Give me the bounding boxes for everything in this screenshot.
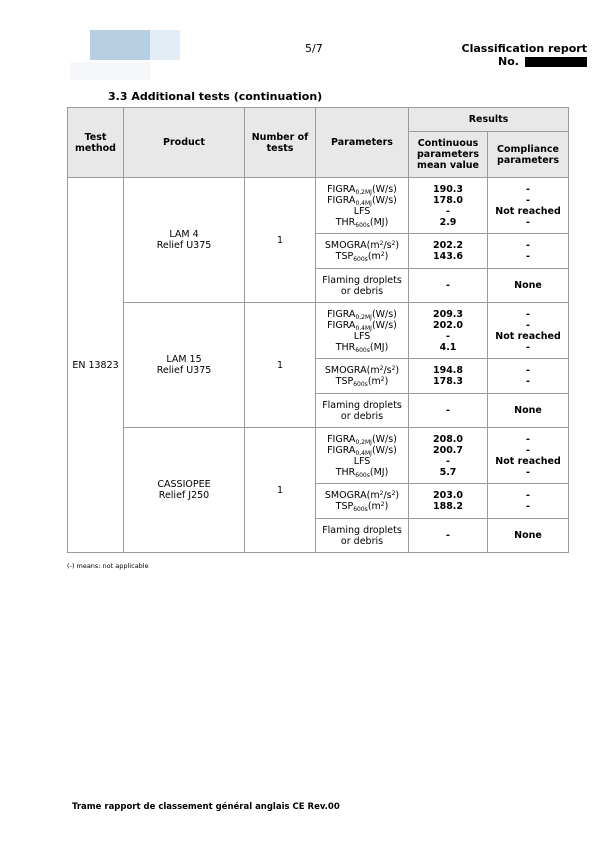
- report-title: Classification report: [461, 42, 587, 55]
- param-flaming-label: Flaming droplets or debris: [322, 524, 402, 547]
- compliance-figra02: -: [526, 183, 530, 195]
- value-flaming: -: [446, 530, 450, 541]
- continuous-value-cell: [409, 484, 488, 519]
- param-thr-unit: (MJ): [369, 466, 389, 478]
- value-smogra: 194.8: [432, 365, 464, 376]
- param-smogra-superscript: 2: [391, 490, 396, 497]
- value-smogra: 202.2: [432, 240, 464, 251]
- product-cell: [124, 303, 245, 428]
- param-figra-subscript: 0,4MJ: [355, 449, 372, 457]
- number-of-tests-value: 1: [276, 359, 284, 371]
- header-parameters: Parameters: [316, 108, 409, 178]
- param-smogra-superscript: 2: [391, 365, 396, 372]
- param-tsp-superscript: 2: [380, 251, 385, 258]
- param-smogra-superscript: 2: [379, 240, 384, 247]
- compliance-value-cell: [488, 394, 569, 428]
- value-figra04: 178.0: [432, 194, 464, 206]
- param-figra-label: FIGRA: [327, 433, 356, 445]
- compliance-value-cell: [488, 303, 569, 359]
- param-tsp-unit: (m: [367, 251, 381, 262]
- param-tsp-label: TSP: [335, 501, 354, 512]
- number-of-tests-value: 1: [276, 234, 284, 246]
- report-number-label: No.: [498, 55, 519, 68]
- param-figra-unit: (W/s): [371, 194, 397, 206]
- parameters-cell: [316, 394, 409, 428]
- param-figra-label: FIGRA: [327, 319, 356, 331]
- parameters-cell: [316, 359, 409, 394]
- param-figra-unit: (W/s): [371, 444, 397, 456]
- table-row: [68, 178, 569, 234]
- compliance-tsp: -: [526, 251, 530, 262]
- param-smogra-unit: ): [395, 240, 400, 251]
- value-figra02: 209.3: [432, 308, 464, 320]
- value-lfs: -: [446, 330, 450, 342]
- param-thr-label: THR: [335, 341, 356, 353]
- param-figra-label: FIGRA: [327, 183, 356, 195]
- test-method-cell: [68, 178, 124, 553]
- value-figra04: 202.0: [432, 319, 464, 331]
- compliance-smogra: -: [526, 365, 530, 376]
- param-tsp-unit: ): [384, 501, 389, 512]
- compliance-lfs: Not reached: [495, 455, 561, 467]
- value-thr: 2.9: [439, 216, 457, 228]
- continuous-value-cell: [409, 394, 488, 428]
- value-flaming: -: [446, 280, 450, 291]
- value-thr: 5.7: [439, 466, 457, 478]
- compliance-value-cell: [488, 519, 569, 553]
- header-number-of-tests: Number of tests: [245, 108, 316, 178]
- compliance-value-cell: [488, 234, 569, 269]
- param-flaming-label: Flaming droplets or debris: [322, 399, 402, 422]
- param-smogra-unit: /s: [383, 240, 392, 251]
- value-lfs: -: [446, 455, 450, 467]
- param-tsp-label: TSP: [335, 251, 354, 262]
- param-smogra-label: SMOGRA: [324, 365, 367, 376]
- header-continuous: Continuous parameters mean value: [409, 132, 488, 178]
- compliance-thr: -: [526, 341, 530, 353]
- param-tsp-unit: ): [384, 251, 389, 262]
- param-figra-subscript: 0,2MJ: [355, 438, 372, 446]
- page-footer: Trame rapport de classement général anglais CE Rev.00: [72, 802, 340, 812]
- param-figra-subscript: 0,2MJ: [355, 313, 372, 321]
- param-smogra-unit: /s: [383, 490, 392, 501]
- compliance-tsp: -: [526, 501, 530, 512]
- number-of-tests-cell: [245, 178, 316, 303]
- continuous-value-cell: [409, 234, 488, 269]
- param-figra-unit: (W/s): [371, 433, 397, 445]
- continuous-value-cell: [409, 178, 488, 234]
- value-figra04: 200.7: [432, 444, 464, 456]
- param-thr-label: THR: [335, 216, 356, 228]
- product-variant: Relief U375: [156, 365, 212, 376]
- param-figra-label: FIGRA: [327, 444, 356, 456]
- continuous-value-cell: [409, 519, 488, 553]
- table-row: [68, 303, 569, 359]
- continuous-value-cell: [409, 428, 488, 484]
- footnote: (-) means: not applicable: [67, 562, 149, 570]
- value-figra02: 208.0: [432, 433, 464, 445]
- header-test-method: Test method: [68, 108, 124, 178]
- compliance-thr: -: [526, 466, 530, 478]
- compliance-smogra: -: [526, 490, 530, 501]
- compliance-thr: -: [526, 216, 530, 228]
- compliance-flaming: None: [514, 405, 542, 416]
- table-row: [68, 428, 569, 484]
- compliance-value-cell: [488, 359, 569, 394]
- company-logo: [90, 30, 150, 60]
- compliance-figra04: -: [526, 444, 530, 456]
- product-name: CASSIOPEE: [157, 479, 211, 490]
- parameters-cell: [316, 234, 409, 269]
- param-tsp-unit: (m: [367, 501, 381, 512]
- compliance-figra04: -: [526, 194, 530, 206]
- param-smogra-label: SMOGRA: [324, 240, 367, 251]
- parameters-cell: [316, 428, 409, 484]
- number-of-tests-cell: [245, 428, 316, 553]
- value-flaming: -: [446, 405, 450, 416]
- parameters-cell: [316, 303, 409, 359]
- param-figra-subscript: 0,4MJ: [355, 324, 372, 332]
- header-compliance: Compliance parameters: [488, 132, 569, 178]
- compliance-value-cell: [488, 269, 569, 303]
- value-tsp: 143.6: [432, 251, 464, 262]
- continuous-value-cell: [409, 269, 488, 303]
- param-figra-unit: (W/s): [371, 308, 397, 320]
- param-smogra-superscript: 2: [379, 365, 384, 372]
- redaction-block: [525, 57, 587, 67]
- param-tsp-subscript: 600s: [353, 506, 368, 513]
- parameters-cell: [316, 269, 409, 303]
- param-smogra-unit: ): [395, 365, 400, 376]
- param-thr-subscript: 600s: [355, 471, 370, 479]
- param-flaming-label: Flaming droplets or debris: [322, 274, 402, 297]
- results-table: [67, 107, 569, 553]
- compliance-value-cell: [488, 178, 569, 234]
- value-tsp: 188.2: [432, 501, 464, 512]
- param-smogra-unit: ): [395, 490, 400, 501]
- parameters-cell: [316, 178, 409, 234]
- value-tsp: 178.3: [432, 376, 464, 387]
- param-figra-label: FIGRA: [327, 308, 356, 320]
- value-smogra: 203.0: [432, 490, 464, 501]
- param-tsp-label: TSP: [335, 376, 354, 387]
- param-lfs-label: LFS: [353, 455, 371, 467]
- company-logo-shadow: [70, 62, 150, 80]
- page-number: 5/7: [305, 42, 323, 55]
- param-thr-unit: (MJ): [369, 216, 389, 228]
- compliance-figra02: -: [526, 433, 530, 445]
- compliance-value-cell: [488, 428, 569, 484]
- param-figra-unit: (W/s): [371, 183, 397, 195]
- param-figra-unit: (W/s): [371, 319, 397, 331]
- product-cell: [124, 178, 245, 303]
- test-method-value: EN 13823: [72, 359, 119, 371]
- value-lfs: -: [446, 205, 450, 217]
- continuous-value-cell: [409, 303, 488, 359]
- param-smogra-unit: /s: [383, 365, 392, 376]
- param-figra-subscript: 0,4MJ: [355, 199, 372, 207]
- param-figra-subscript: 0,2MJ: [355, 188, 372, 196]
- param-tsp-unit: ): [384, 376, 389, 387]
- param-thr-subscript: 600s: [355, 346, 370, 354]
- param-figra-label: FIGRA: [327, 194, 356, 206]
- param-tsp-subscript: 600s: [353, 381, 368, 388]
- parameters-cell: [316, 519, 409, 553]
- company-logo-accent: [150, 30, 180, 60]
- param-smogra-superscript: 2: [391, 240, 396, 247]
- value-figra02: 190.3: [432, 183, 464, 195]
- param-smogra-unit: (m: [366, 365, 380, 376]
- value-thr: 4.1: [439, 341, 457, 353]
- compliance-figra04: -: [526, 319, 530, 331]
- report-number: [498, 55, 587, 68]
- param-tsp-unit: (m: [367, 376, 381, 387]
- compliance-figra02: -: [526, 308, 530, 320]
- product-name: LAM 15: [166, 354, 202, 365]
- continuous-value-cell: [409, 359, 488, 394]
- param-tsp-subscript: 600s: [353, 256, 368, 263]
- section-title: 3.3 Additional tests (continuation): [108, 90, 323, 103]
- product-cell: [124, 428, 245, 553]
- compliance-smogra: -: [526, 240, 530, 251]
- compliance-lfs: Not reached: [495, 330, 561, 342]
- param-smogra-unit: (m: [366, 240, 380, 251]
- compliance-tsp: -: [526, 376, 530, 387]
- product-variant: Relief J250: [158, 490, 210, 501]
- param-smogra-label: SMOGRA: [324, 490, 367, 501]
- number-of-tests-value: 1: [276, 484, 284, 496]
- param-lfs-label: LFS: [353, 330, 371, 342]
- compliance-lfs: Not reached: [495, 205, 561, 217]
- param-thr-unit: (MJ): [369, 341, 389, 353]
- parameters-cell: [316, 484, 409, 519]
- number-of-tests-cell: [245, 303, 316, 428]
- product-variant: Relief U375: [156, 240, 212, 251]
- param-thr-subscript: 600s: [355, 221, 370, 229]
- param-smogra-superscript: 2: [379, 490, 384, 497]
- product-name: LAM 4: [169, 229, 199, 240]
- param-lfs-label: LFS: [353, 205, 371, 217]
- param-tsp-superscript: 2: [380, 376, 385, 383]
- header-results: Results: [409, 108, 569, 132]
- param-smogra-unit: (m: [366, 490, 380, 501]
- param-tsp-superscript: 2: [380, 501, 385, 508]
- compliance-value-cell: [488, 484, 569, 519]
- compliance-flaming: None: [514, 280, 542, 291]
- param-thr-label: THR: [335, 466, 356, 478]
- compliance-flaming: None: [514, 530, 542, 541]
- header-product: Product: [124, 108, 245, 178]
